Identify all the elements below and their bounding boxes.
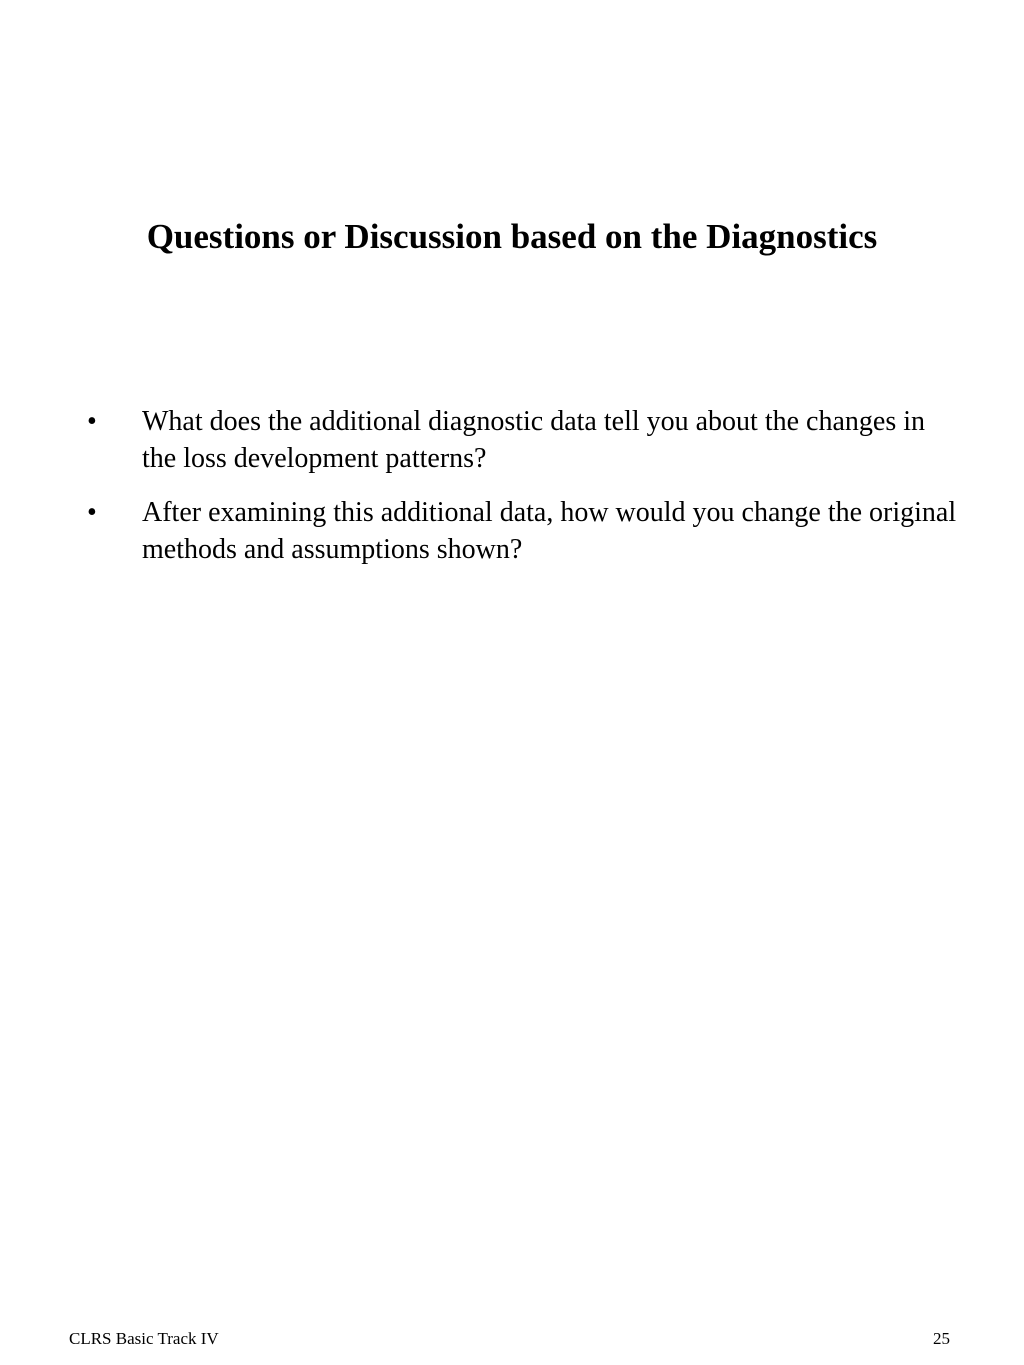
bullet-text: After examining this additional data, how would you change the original methods and assumptions shown? <box>142 497 957 565</box>
bullet-item-2 <box>87 494 957 568</box>
footer-course-label: CLRS Basic Track IV <box>69 1329 219 1348</box>
bullet-list <box>87 403 957 585</box>
bullet-item-1 <box>87 403 957 477</box>
bullet-text: What does the additional diagnostic data tell you about the changes in the loss development patterns? <box>142 406 926 474</box>
slide-title: Questions or Discussion based on the Diagnostics <box>146 217 878 256</box>
bullet-marker: • <box>87 406 97 437</box>
footer-page-number: 25 <box>933 1329 950 1348</box>
bullet-marker: • <box>87 497 97 528</box>
